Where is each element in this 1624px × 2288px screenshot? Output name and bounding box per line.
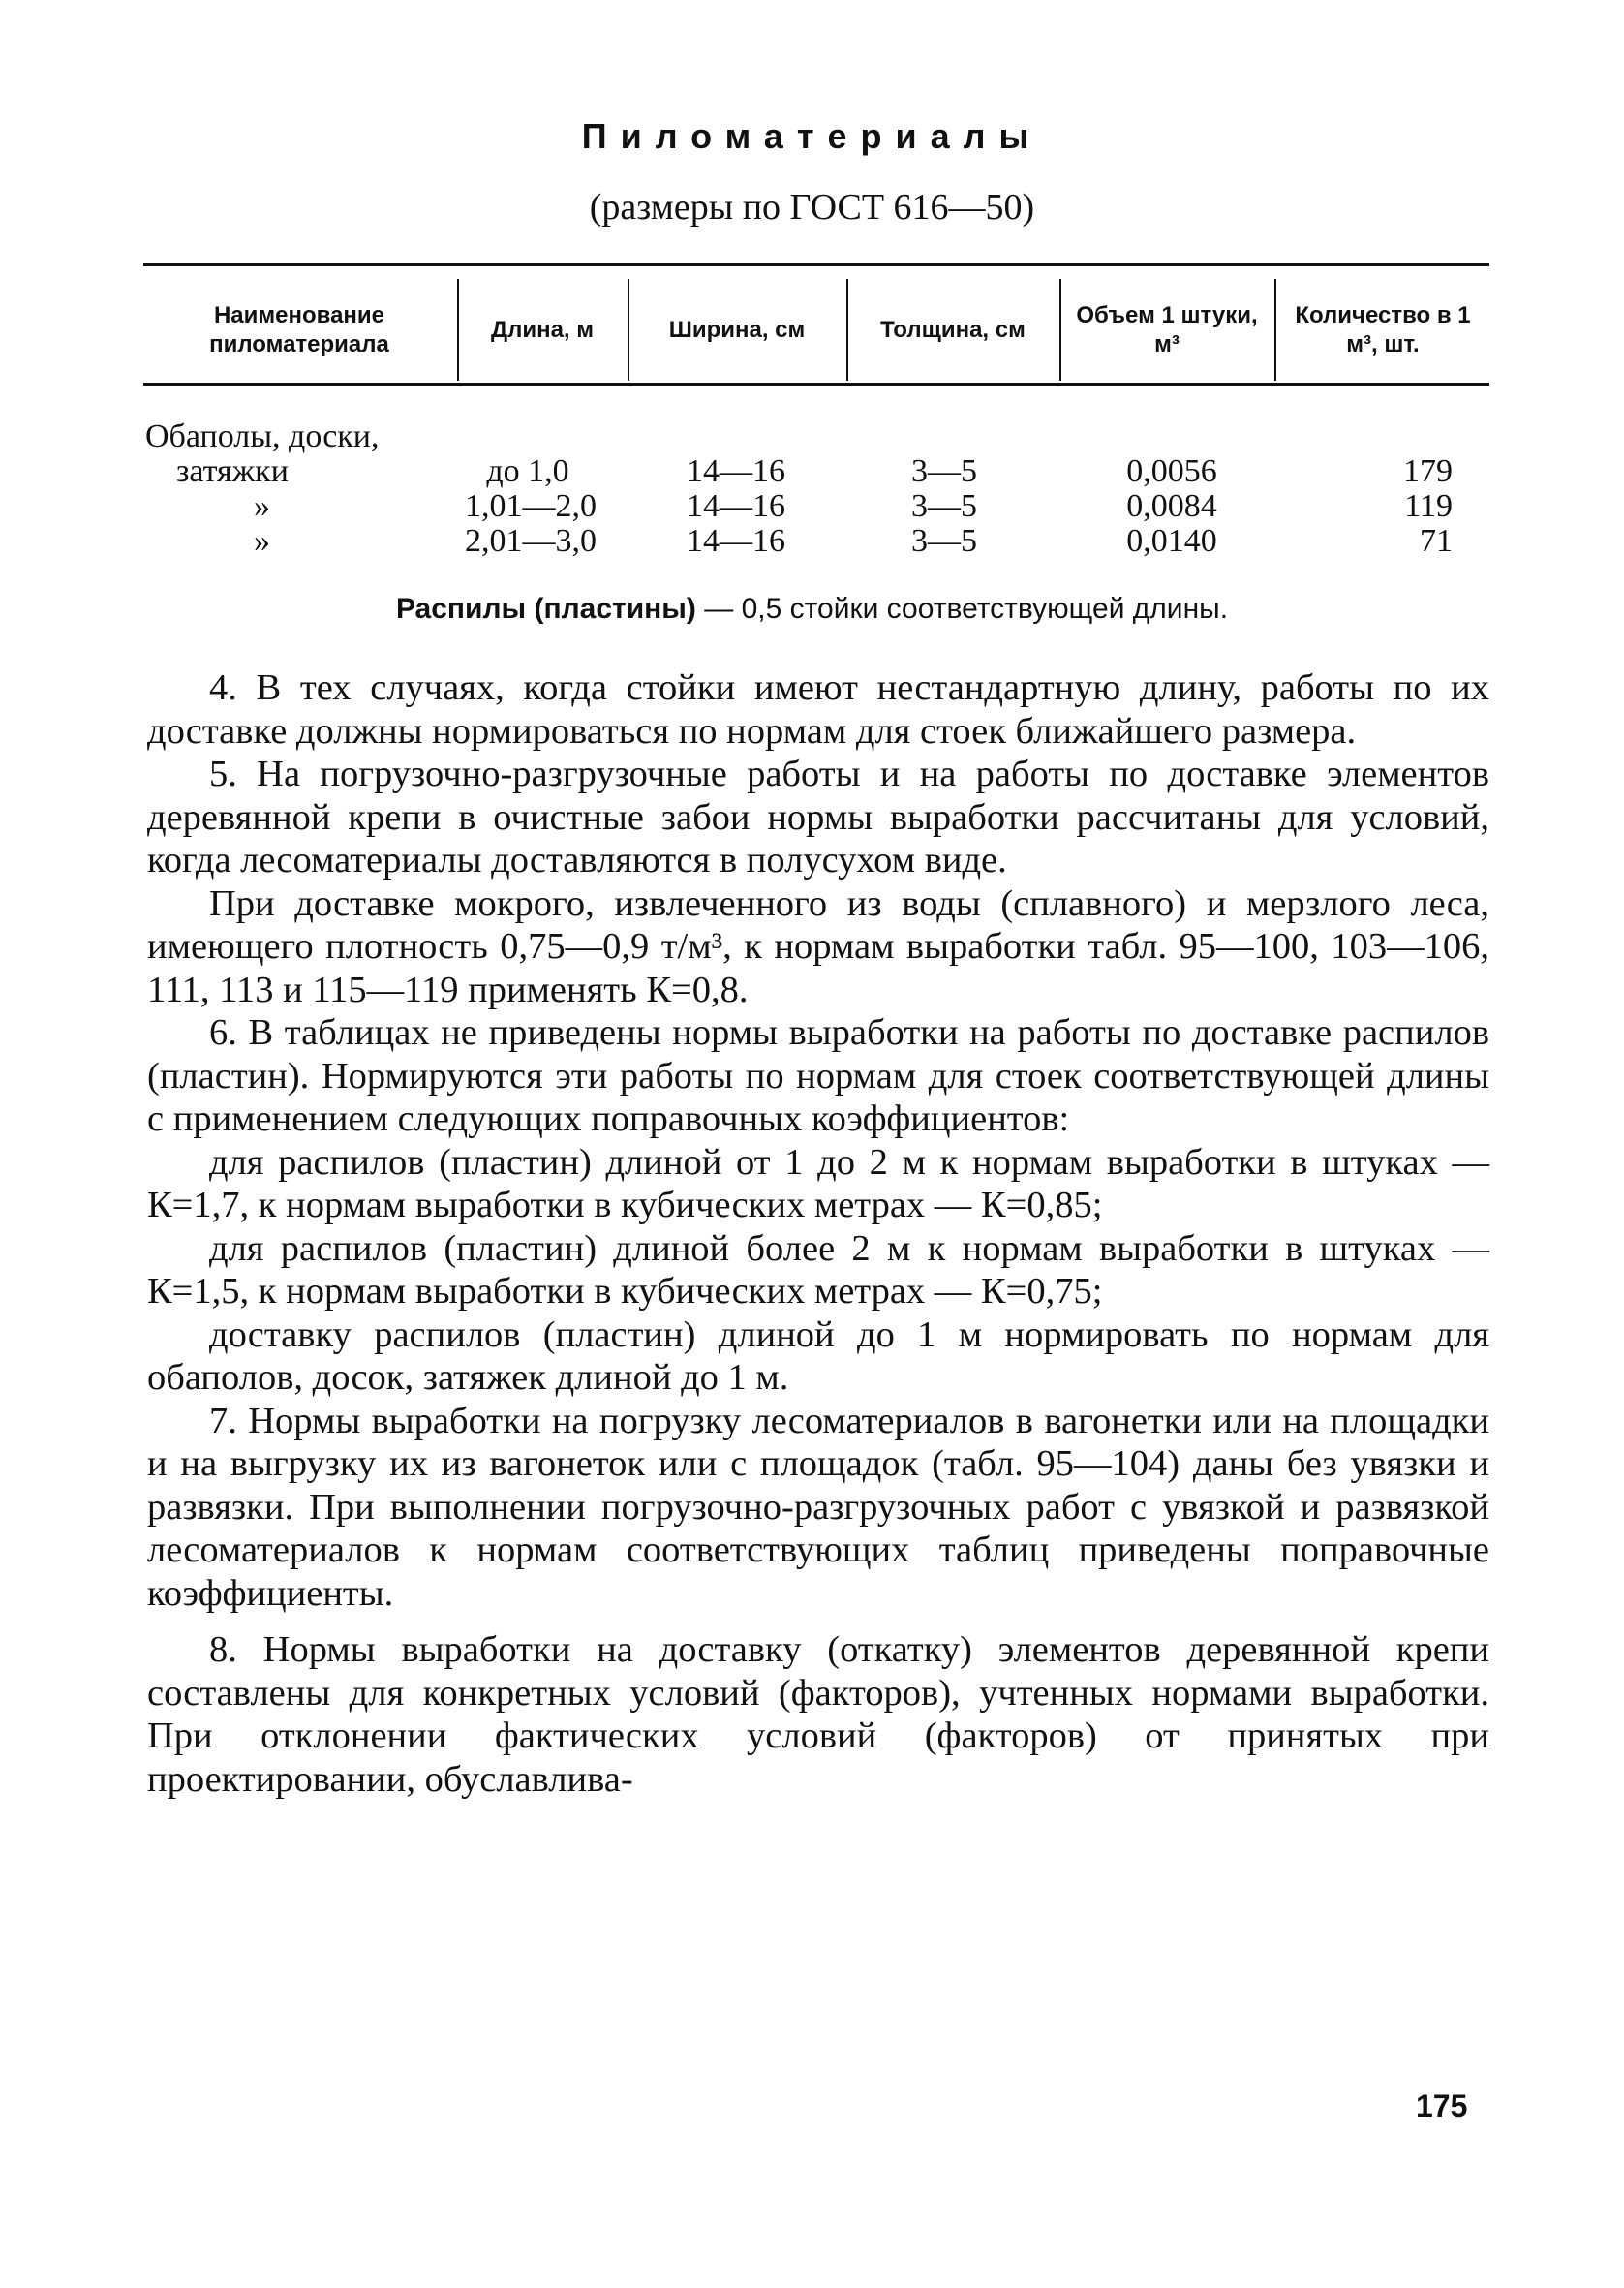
paragraph: 4. В тех случаях, когда стойки имеют нестандартную длину, работы по их доставке должны нормироваться по нормам для стоек ближайшего размера.: [147, 667, 1489, 752]
section-subtitle: (размеры по ГОСТ 616—50): [589, 187, 1035, 228]
cell-quantity: 119: [1404, 488, 1453, 524]
table-row: [0, 454, 1624, 489]
column-header-volume: Объем 1 штуки, м³: [1076, 302, 1258, 357]
cell-width: 14—16: [687, 453, 785, 489]
table-note-text: — 0,5 стойки соответствующей длины.: [695, 593, 1229, 625]
cell-thickness: 3—5: [911, 523, 977, 559]
cell-name: затяжки: [176, 453, 289, 489]
cell-length: до 1,0: [486, 453, 569, 489]
page-number: 175: [1416, 2088, 1468, 2123]
table-note-bold: Распилы (пластины): [395, 593, 696, 625]
column-header-width: Ширина, см: [668, 317, 806, 343]
paragraph: для распилов (пластин) длиной от 1 до 2 м к нормам выработки в штуках — К=1,7, к нормам выработки в кубических метрах — К=0,85;: [147, 1141, 1489, 1225]
table-group-label: Обаполы, доски,: [145, 418, 380, 454]
cell-width: 14—16: [687, 488, 785, 524]
body-text: [147, 666, 1489, 1801]
table-header-rule: [143, 383, 1489, 386]
table-top-rule: [143, 263, 1489, 266]
cell-thickness: 3—5: [911, 488, 977, 524]
cell-name: »: [254, 488, 270, 524]
cell-volume: 0,0084: [1126, 488, 1217, 524]
column-header-quantity: Количество в 1 м³, шт.: [1295, 302, 1471, 357]
table-note: [0, 593, 1624, 626]
table-group-label-row: [0, 419, 1624, 454]
section-title: Пиломатериалы: [581, 116, 1043, 156]
column-header-name: Наименование пиломатериала: [209, 302, 389, 357]
cell-length: 1,01—2,0: [465, 488, 597, 524]
paragraph: 5. На погрузочно-разгрузочные работы и на работы по доставке элементов деревянной крепи в очистные забои нормы выработки рассчитаны для условий, когда лесоматериалы доставляются в полусухом виде.: [147, 754, 1489, 881]
paragraph: для распилов (пластин) длиной более 2 м к нормам выработки в штуках — К=1,5, к нормам выработки в кубических метрах — К=0,75;: [147, 1227, 1489, 1312]
cell-name: »: [254, 523, 270, 559]
paragraph: доставку распилов (пластин) длиной до 1 м нормировать по нормам для обаполов, досок, затяжек длиной до 1 м.: [147, 1314, 1489, 1398]
paragraph: 7. Нормы выработки на погрузку лесоматериалов в вагонетки или на площадки и на выгрузку их из вагонеток или с площадок (табл. 95—104) даны без увязки и развязки. При выполнении погрузочно-разгрузочных работ с увязкой и развязкой лесоматериалов к нормам соответствующих таблиц приведены поправочные коэффициенты.: [147, 1400, 1489, 1614]
cell-width: 14—16: [687, 523, 785, 559]
column-header-length: Длина, м: [490, 317, 595, 343]
cell-thickness: 3—5: [911, 453, 977, 489]
cell-volume: 0,0140: [1126, 523, 1217, 559]
cell-quantity: 71: [1420, 523, 1453, 559]
cell-volume: 0,0056: [1126, 453, 1217, 489]
paragraph: 8. Нормы выработки на доставку (откатку) элементов деревянной крепи составлены для конкретных условий (факторов), учтенных нормами выработки. При отклонении фактических условий (факторов) от принятых при проектировании, обуславлива-: [147, 1629, 1489, 1800]
table-row: [0, 524, 1624, 559]
column-header-thickness: Толщина, см: [880, 317, 1026, 343]
cell-length: 2,01—3,0: [465, 523, 597, 559]
table-row: [0, 489, 1624, 524]
paragraph: При доставке мокрого, извлеченного из воды (сплавного) и мерзлого леса, имеющего плотность 0,75—0,9 т/м³, к нормам выработки табл. 95—100, 103—106, 111, 113 и 115—119 применять К=0,8.: [147, 882, 1489, 1010]
cell-quantity: 179: [1403, 453, 1453, 489]
paragraph: 6. В таблицах не приведены нормы выработки на работы по доставке распилов (пластин). Нормируются эти работы по нормам для стоек соответствующей длины с применением следующих поправочных коэффициентов:: [147, 1012, 1489, 1139]
